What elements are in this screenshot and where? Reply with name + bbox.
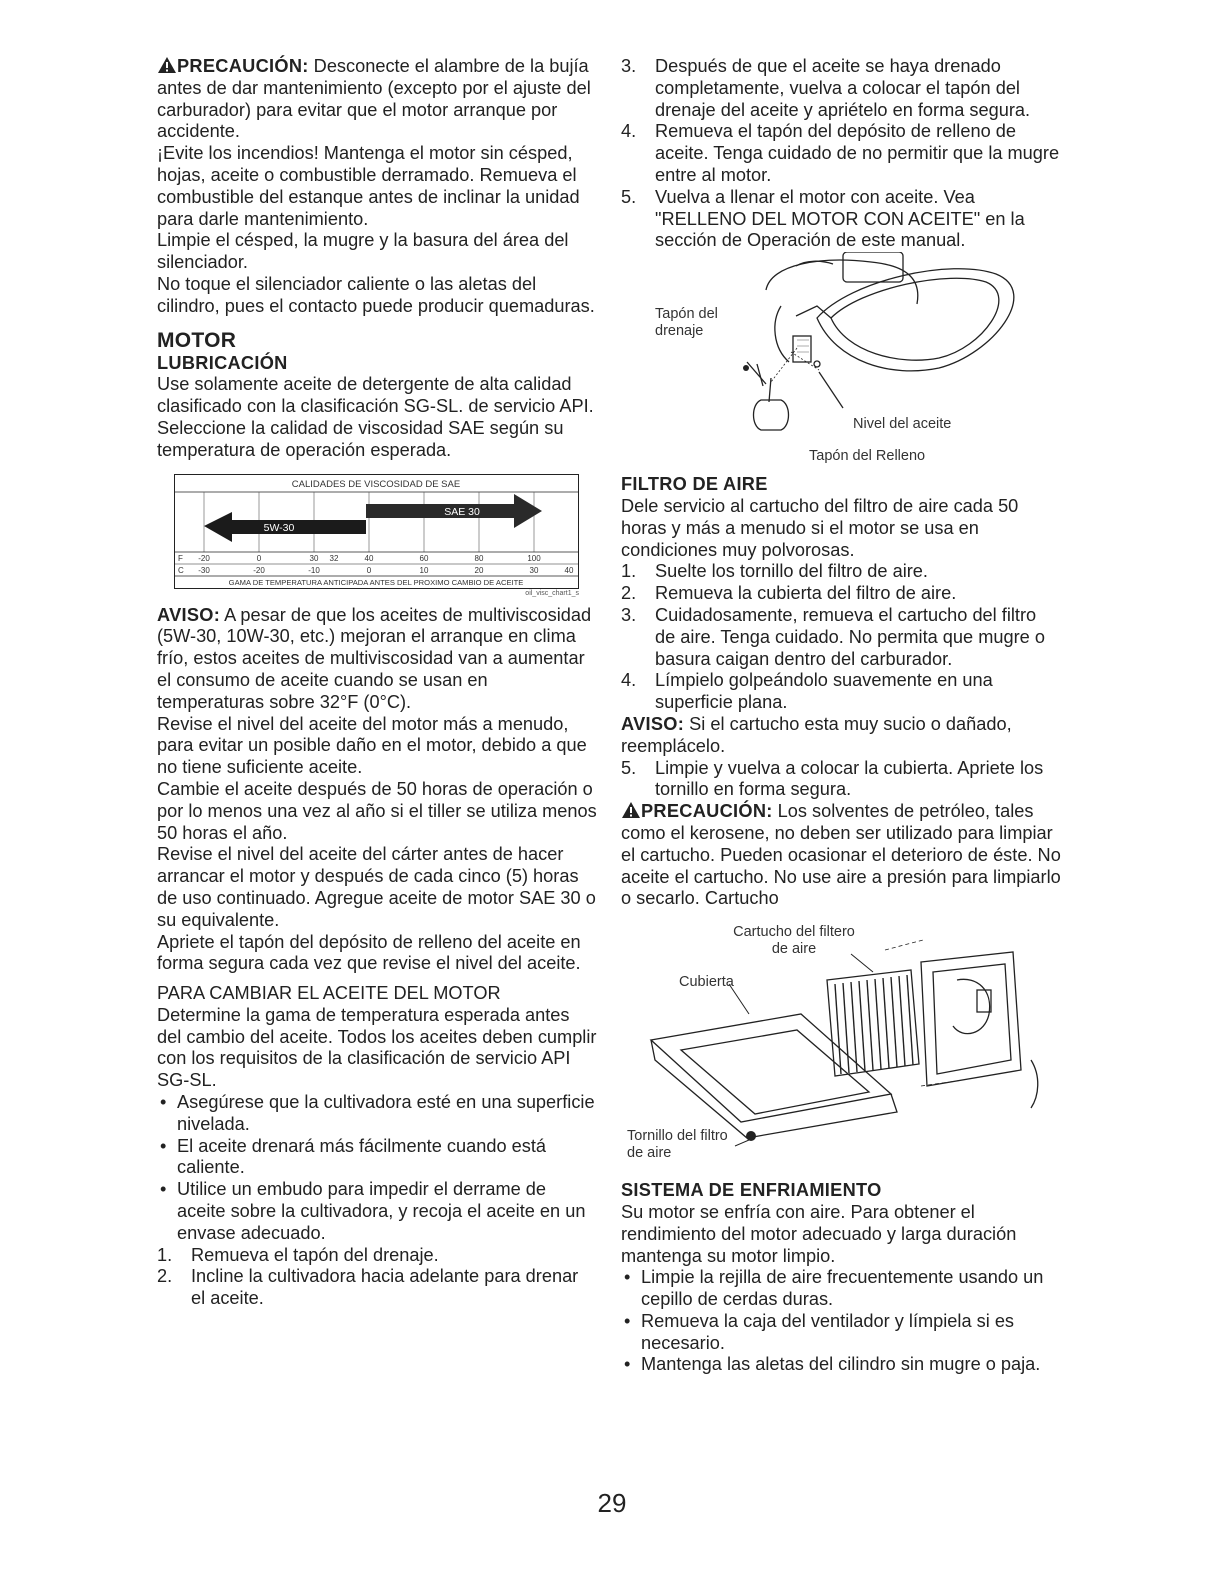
celsius-label: C bbox=[178, 565, 184, 575]
celsius-tick-label: 40 bbox=[564, 565, 574, 575]
step-item: 4. Límpielo golpeándolo suavemente en una superficie plana. bbox=[621, 670, 993, 713]
oil-paragraph: Apriete el tapón del depósito de relleno del aceite en forma segura cada vez que revise el nivel del aceite. bbox=[157, 931, 581, 974]
list-item: • Utilice un embudo para impedir el derrame de aceite sobre la cultivadora, y recoja el aceite en un envase adecuado. bbox=[160, 1179, 586, 1243]
aviso-text: Si el cartucho esta muy sucio o dañado, reemplácelo. bbox=[621, 713, 1012, 756]
viscosity-chart-footer: GAMA DE TEMPERATURA ANTICIPADA ANTES DEL PROXIMO CAMBIO DE ACEITE bbox=[228, 577, 524, 587]
fahrenheit-label: F bbox=[178, 553, 183, 563]
list-item: • Limpie la rejilla de aire frecuentemente usando un cepillo de cerdas duras. bbox=[624, 1267, 1044, 1310]
step-item: 5. Limpie y vuelva a colocar la cubierta. Apriete los tornillo en forma segura. bbox=[621, 757, 1044, 800]
step-item: 3. Cuidadosamente, remueva el cartucho del filtro de aire. Tenga cuidado. No permita que mugre o basura caigan dentro del carburador. bbox=[621, 604, 1045, 669]
caution-para: ¡Evite los incendios! Mantenga el motor sin césped, hojas, aceite o combustible derramado. Remueva el combustible del estanque antes de inclinar la unidad para darle mantenimiento. bbox=[157, 143, 580, 229]
caution-paragraph bbox=[621, 801, 1061, 910]
list-item: • Remueva la caja del ventilador y límpiela si es necesario. bbox=[624, 1310, 1015, 1353]
fahrenheit-tick-label: -20 bbox=[198, 553, 210, 563]
step-item: 2. Incline la cultivadora hacia adelante para drenar el aceite. bbox=[157, 1266, 579, 1309]
motor-heading: MOTOR bbox=[157, 328, 237, 352]
caution-paragraph bbox=[157, 56, 597, 143]
oil-paragraph: Revise el nivel del aceite del cárter antes de hacer arrancar el motor y después de cada cinco (5) horas de uso continuado. Agregue aceite de motor SAE 30 o su equivalente. bbox=[157, 844, 596, 930]
air-filter-text: Dele servicio al cartucho del filtro de aire cada 50 horas y más a menudo si el motor se usa en condiciones muy polvorosas. bbox=[621, 495, 1019, 560]
caution-para: Limpie el césped, la mugre y la basura del área del silenciador. bbox=[157, 230, 569, 273]
caution-para: No toque el silenciador caliente o las aletas del cilindro, pues el contacto puede producir quemaduras. bbox=[157, 273, 595, 316]
step-item: 1. Suelte los tornillo del filtro de aire. bbox=[621, 561, 928, 582]
bullet-icon: • bbox=[160, 1179, 167, 1200]
cooling-heading: SISTEMA DE ENFRIAMIENTO bbox=[621, 1180, 882, 1201]
list-item: • Asegúrese que la cultivadora esté en una superficie nivelada. bbox=[160, 1092, 595, 1134]
celsius-tick-label: 20 bbox=[474, 565, 484, 575]
caution-text: Desconecte el alambre de la bujía antes de dar mantenimiento (excepto por el ajuste del carburador) para evitar que el motor arranque por accidente. bbox=[157, 56, 591, 142]
oil-level-label: Nivel del aceite bbox=[853, 416, 952, 433]
oil-paragraph: Cambie el aceite después de 50 horas de operación o por lo menos una vez al año si el tiller se utiliza menos 50 horas el año. bbox=[157, 778, 597, 843]
celsius-tick-label: -20 bbox=[253, 565, 265, 575]
cooling-text: Su motor se enfría con aire. Para obtener el rendimiento del motor adecuado y larga duración mantenga su motor limpio. bbox=[621, 1201, 1017, 1266]
5w30-label: 5W-30 bbox=[263, 521, 295, 534]
fahrenheit-tick-label: 0 bbox=[256, 553, 262, 563]
fahrenheit-tick-label: 30 bbox=[309, 553, 319, 563]
cover-label: Cubierta bbox=[679, 974, 734, 991]
viscosity-chart-code: oil_visc_chart1_s bbox=[525, 589, 579, 597]
engine-illustration bbox=[621, 252, 1061, 472]
aviso-paragraph bbox=[157, 605, 597, 714]
oil-paragraph: Revise el nivel del aceite del motor más a menudo, para evitar un posible daño en el motor, debido a que no tiene suficiente aceite. bbox=[157, 713, 587, 778]
celsius-tick-label: -10 bbox=[308, 565, 320, 575]
celsius-tick-label: -30 bbox=[198, 565, 210, 575]
change-oil-heading: PARA CAMBIAR EL ACEITE DEL MOTOR bbox=[157, 983, 501, 1004]
caution-label: PRECAUCIÓN: bbox=[177, 56, 309, 76]
viscosity-chart-title: CALIDADES DE VISCOSIDAD DE SAE bbox=[291, 478, 461, 490]
step-item: 3. Después de que el aceite se haya drenado completamente, vuelva a colocar el tapón del drenaje del aceite y apriételo en forma segura. bbox=[621, 56, 1031, 120]
step-item: 1. Remueva el tapón del drenaje. bbox=[157, 1244, 439, 1265]
oil-drain-figure bbox=[621, 252, 1061, 472]
warning-triangle-icon bbox=[621, 801, 641, 819]
warning-triangle-icon bbox=[157, 56, 177, 74]
right-column bbox=[621, 56, 1061, 1376]
sae30-label: SAE 30 bbox=[444, 505, 480, 518]
step-item: 2. Remueva la cubierta del filtro de aire. bbox=[621, 583, 957, 604]
step-item: 4. Remueva el tapón del depósito de relleno de aceite. Tenga cuidado de no permitir que la mugre entre al motor. bbox=[621, 121, 1060, 185]
filter-screw-label: Tornillo del filtro de aire bbox=[627, 1128, 728, 1162]
change-oil-text: Determine la gama de temperatura esperada antes del cambio del aceite. Todos los aceites deben cumplir con los requisitos de la clasificación de servicio API SG-SL. bbox=[157, 1004, 597, 1091]
viscosity-chart-graphic bbox=[174, 474, 579, 589]
list-item: • El aceite drenará más fácilmente cuando está caliente. bbox=[160, 1135, 547, 1178]
list-item: • Mantenga las aletas del cilindro sin mugre o paja. bbox=[624, 1354, 1041, 1375]
air-filter-heading: FILTRO DE AIRE bbox=[621, 474, 768, 495]
left-column bbox=[157, 56, 597, 1310]
celsius-tick-label: 0 bbox=[366, 565, 372, 575]
aviso-text: A pesar de que los aceites de multiviscosidad (5W-30, 10W-30, etc.) mejoran el arranque en clima frío, estos aceites de multiviscosidad van a aumentar el consumo de aceite cuando se usan en temperaturas sobre 32°F (0°C). bbox=[157, 604, 592, 712]
bullet-icon: • bbox=[160, 1135, 167, 1156]
caution-text: Los solventes de petróleo, tales como el kerosene, no deben ser utilizado para limpiar el cartucho. Pueden ocasionar el deterioro de éste. No aceite el cartucho. No use aire a presión para limpiarlo o secarlo. Cartucho bbox=[621, 801, 1061, 909]
bullet-icon: • bbox=[624, 1267, 631, 1288]
lubrication-text: Use solamente aceite de detergente de alta calidad clasificado con la clasificación SG-SL. de servicio API. Seleccione la calidad de viscosidad SAE según su temperatura de operación esperada. bbox=[157, 374, 594, 460]
fill-plug-label: Tapón del Relleno bbox=[809, 448, 926, 465]
bullet-icon: • bbox=[160, 1092, 167, 1113]
fahrenheit-tick-label: 60 bbox=[419, 553, 429, 563]
bullet-icon: • bbox=[624, 1310, 631, 1331]
caution-label: PRECAUCIÓN: bbox=[641, 801, 773, 822]
aviso-label: AVISO: bbox=[157, 604, 221, 625]
cartridge-label: Cartucho del filtero de aire bbox=[733, 924, 855, 958]
viscosity-chart bbox=[174, 474, 579, 597]
celsius-tick-label: 30 bbox=[529, 565, 539, 575]
drain-plug-label: Tapón del drenaje bbox=[655, 306, 718, 340]
bullet-icon: • bbox=[624, 1354, 631, 1375]
aviso-paragraph bbox=[621, 714, 1061, 758]
fahrenheit-tick-label: 32 bbox=[329, 553, 339, 563]
fahrenheit-tick-label: 100 bbox=[527, 553, 541, 563]
fahrenheit-tick-label: 80 bbox=[474, 553, 484, 563]
celsius-tick-label: 10 bbox=[419, 565, 429, 575]
page-number: 29 bbox=[597, 1488, 627, 1518]
lubrication-heading: LUBRICACIÓN bbox=[157, 352, 288, 373]
aviso-label: AVISO: bbox=[621, 713, 685, 734]
step-item: 5. Vuelva a llenar el motor con aceite. Vea "RELLENO DEL MOTOR CON ACEITE" en la sección de Operación de este manual. bbox=[621, 186, 1025, 251]
fahrenheit-tick-label: 40 bbox=[364, 553, 374, 563]
air-filter-figure bbox=[621, 910, 1061, 1180]
